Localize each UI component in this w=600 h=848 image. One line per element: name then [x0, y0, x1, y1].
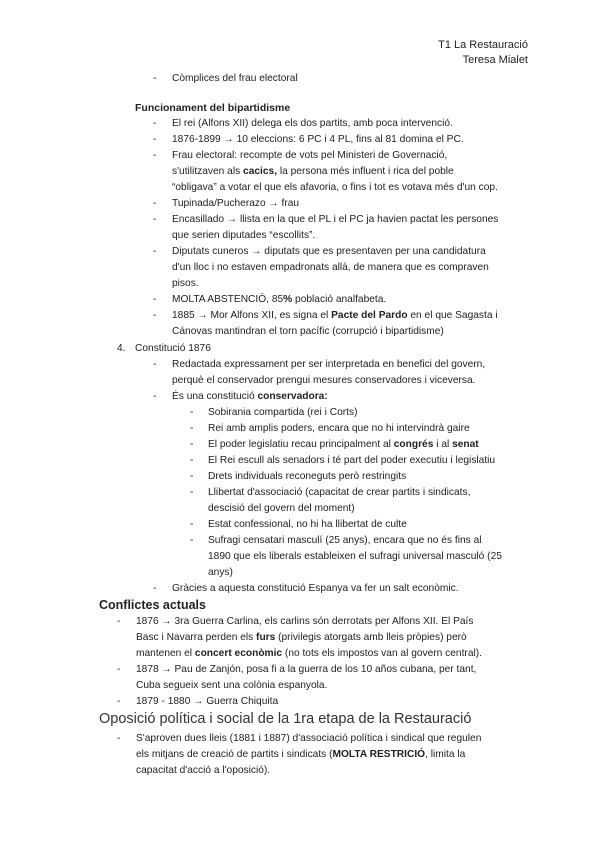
bullet-text: MOLTA ABSTENCIÓ, 85% població analfabeta. [172, 294, 387, 305]
bullet-text: “obligava” a votar el que els afavoria, o fins i tot es votava més d'un cop. [172, 182, 498, 193]
bullet-dash: - [153, 583, 157, 594]
bold-term: conservadora: [257, 391, 328, 402]
sub-bullet-text: Sufragi censatari masculí (25 anys), encara que no és fins al [208, 535, 482, 546]
bullet-dash: - [117, 733, 121, 744]
section-heading-conflictes: Conflictes actuals [99, 598, 206, 612]
bullet-text: El rei (Alfons XII) delega els dos partits, amb poca intervenció. [172, 118, 453, 129]
header-author: Teresa Mialet [462, 54, 528, 66]
bullet-text: Basc i Navarra perden els furs (privilegis atorgats amb lleis pròpies) però [136, 632, 467, 643]
sub-bullet-text: descisió del govern del moment) [208, 503, 355, 514]
bold-term: MOLTA RESTRICIÓ [332, 749, 426, 760]
bullet-text: Redactada expressament per ser interpretada en benefici del govern, [172, 359, 486, 370]
sub-bullet-text: 1890 que els liberals estableixen el sufragi universal masculó (25 [208, 551, 502, 562]
bullet-text: És una constitució conservadora: [172, 391, 328, 402]
bullet-text: 1878 → Pau de Zanjón, posa fi a la guerra de los 10 años cubana, per tant, [136, 664, 477, 675]
page-header [438, 38, 528, 68]
bold-term: cacics, [243, 166, 278, 177]
bullet-dash: - [153, 310, 157, 321]
bullet-dash: - [153, 294, 157, 305]
bullet-text: Gràcies a aquesta constitució Espanya va fer un salt econòmic. [172, 583, 459, 594]
bullet-text: Cánovas mantindran el torn pacífic (corrupció i bipartidisme) [172, 326, 444, 337]
bullet-text: Frau electoral: recompte de vots pel Ministeri de Governació, [172, 150, 448, 161]
list-number: 4. [117, 343, 126, 354]
bullet-text: pisos. [172, 278, 199, 289]
bullet-text: mantenen el concert econòmic (no tots els impostos van al govern central). [136, 648, 482, 659]
sub-bullet-text: El poder legislatiu recau principalment al congrés i al senat [208, 439, 479, 450]
sub-bullet-dash: - [190, 519, 194, 530]
section-heading-bipartidisme: Funcionament del bipartidisme [135, 102, 291, 114]
sub-bullet-text: anys) [208, 567, 233, 578]
header-title: T1 La Restauració [438, 39, 528, 51]
bullet-text: s'utilitzaven als cacics, la persona més influent i rica del poble [172, 166, 454, 177]
section-heading-oposicio: Oposició política i social de la 1ra etapa de la Restauració [99, 711, 472, 727]
bold-term: furs [256, 632, 276, 643]
sub-bullet-dash: - [190, 487, 194, 498]
bullet-text: Còmplices del frau electoral [172, 73, 298, 84]
bullet-dash: - [117, 664, 121, 675]
bold-term: concert econòmic [194, 648, 283, 659]
bullet-dash: - [153, 150, 157, 161]
bullet-text: 1876 → 3ra Guerra Carlina, els carlins són derrotats per Alfons XII. El País [136, 616, 474, 627]
bullet-dash: - [153, 134, 157, 145]
sub-bullet-text: Estat confessional, no hi ha llibertat de culte [208, 519, 407, 530]
bold-term: Pacte del Pardo [331, 310, 408, 321]
sub-bullet-dash: - [190, 471, 194, 482]
bold-term: % [283, 294, 293, 305]
bullet-dash: - [153, 118, 157, 129]
sub-bullet-dash: - [190, 407, 194, 418]
bullet-dash: - [117, 696, 121, 707]
bullet-text: Tupinada/Pucherazo → frau [172, 198, 300, 209]
bullet-dash: - [153, 246, 157, 257]
bullet-text: d'un lloc i no estaven empadronats allà, de manera que es compraven [172, 262, 489, 273]
bullet-text: els mitjans de creació de partits i sindicats (MOLTA RESTRICIÓ, limita la [136, 749, 466, 760]
bullet-text: Cuba segueix sent una colònia espanyola. [136, 680, 328, 691]
bullet-dash: - [153, 214, 157, 225]
bullet-text: capacitat d'acció a l'oposició). [136, 765, 271, 776]
bullet-text: 1885 → Mor Alfons XII, es signa el Pacte del Pardo en el que Sagasta i [172, 310, 498, 321]
sub-bullet-text: Llibertat d'associació (capacitat de crear partits i sindicats, [208, 487, 471, 498]
bullet-dash: - [153, 73, 157, 84]
bullet-text: 1876-1899 → 10 eleccions: 6 PC i 4 PL, fins al 81 domina el PC. [172, 134, 464, 145]
bold-term: senat [452, 439, 479, 450]
bullet-dash: - [117, 616, 121, 627]
bold-term: congrés [393, 439, 434, 450]
bullet-dash: - [153, 391, 157, 402]
sub-bullet-dash: - [190, 535, 194, 546]
section-heading-constitucio: Constitució 1876 [135, 343, 211, 354]
bullet-dash: - [153, 198, 157, 209]
bullet-text: S'aproven dues lleis (1881 i 1887) d'associació política i sindical que regulen [136, 733, 482, 744]
sub-bullet-dash: - [190, 439, 194, 450]
sub-bullet-text: Rei amb amplis poders, encara que no hi intervindrà gaire [208, 423, 470, 434]
bullet-text: 1879 - 1880 → Guerra Chiquita [136, 696, 279, 707]
sub-bullet-text: Drets individuals reconeguts però restringits [208, 471, 407, 482]
bullet-text: Diputats cuneros → diputats que es presentaven per una candidatura [172, 246, 486, 257]
sub-bullet-dash: - [190, 455, 194, 466]
sub-bullet-dash: - [190, 423, 194, 434]
bullet-text: que serien diputades “escollits”. [172, 230, 316, 241]
sub-bullet-text: El Rei escull als senadors i té part del poder executiu i legislatiu [208, 455, 496, 466]
bullet-text: Encasillado → llista en la que el PL i el PC ja havien pactat les persones [172, 214, 499, 225]
bullet-text: perquè el conservador prengui mesures conservadores i viceversa. [172, 375, 476, 386]
bullet-dash: - [153, 359, 157, 370]
sub-bullet-text: Sobirania compartida (rei i Corts) [208, 407, 358, 418]
